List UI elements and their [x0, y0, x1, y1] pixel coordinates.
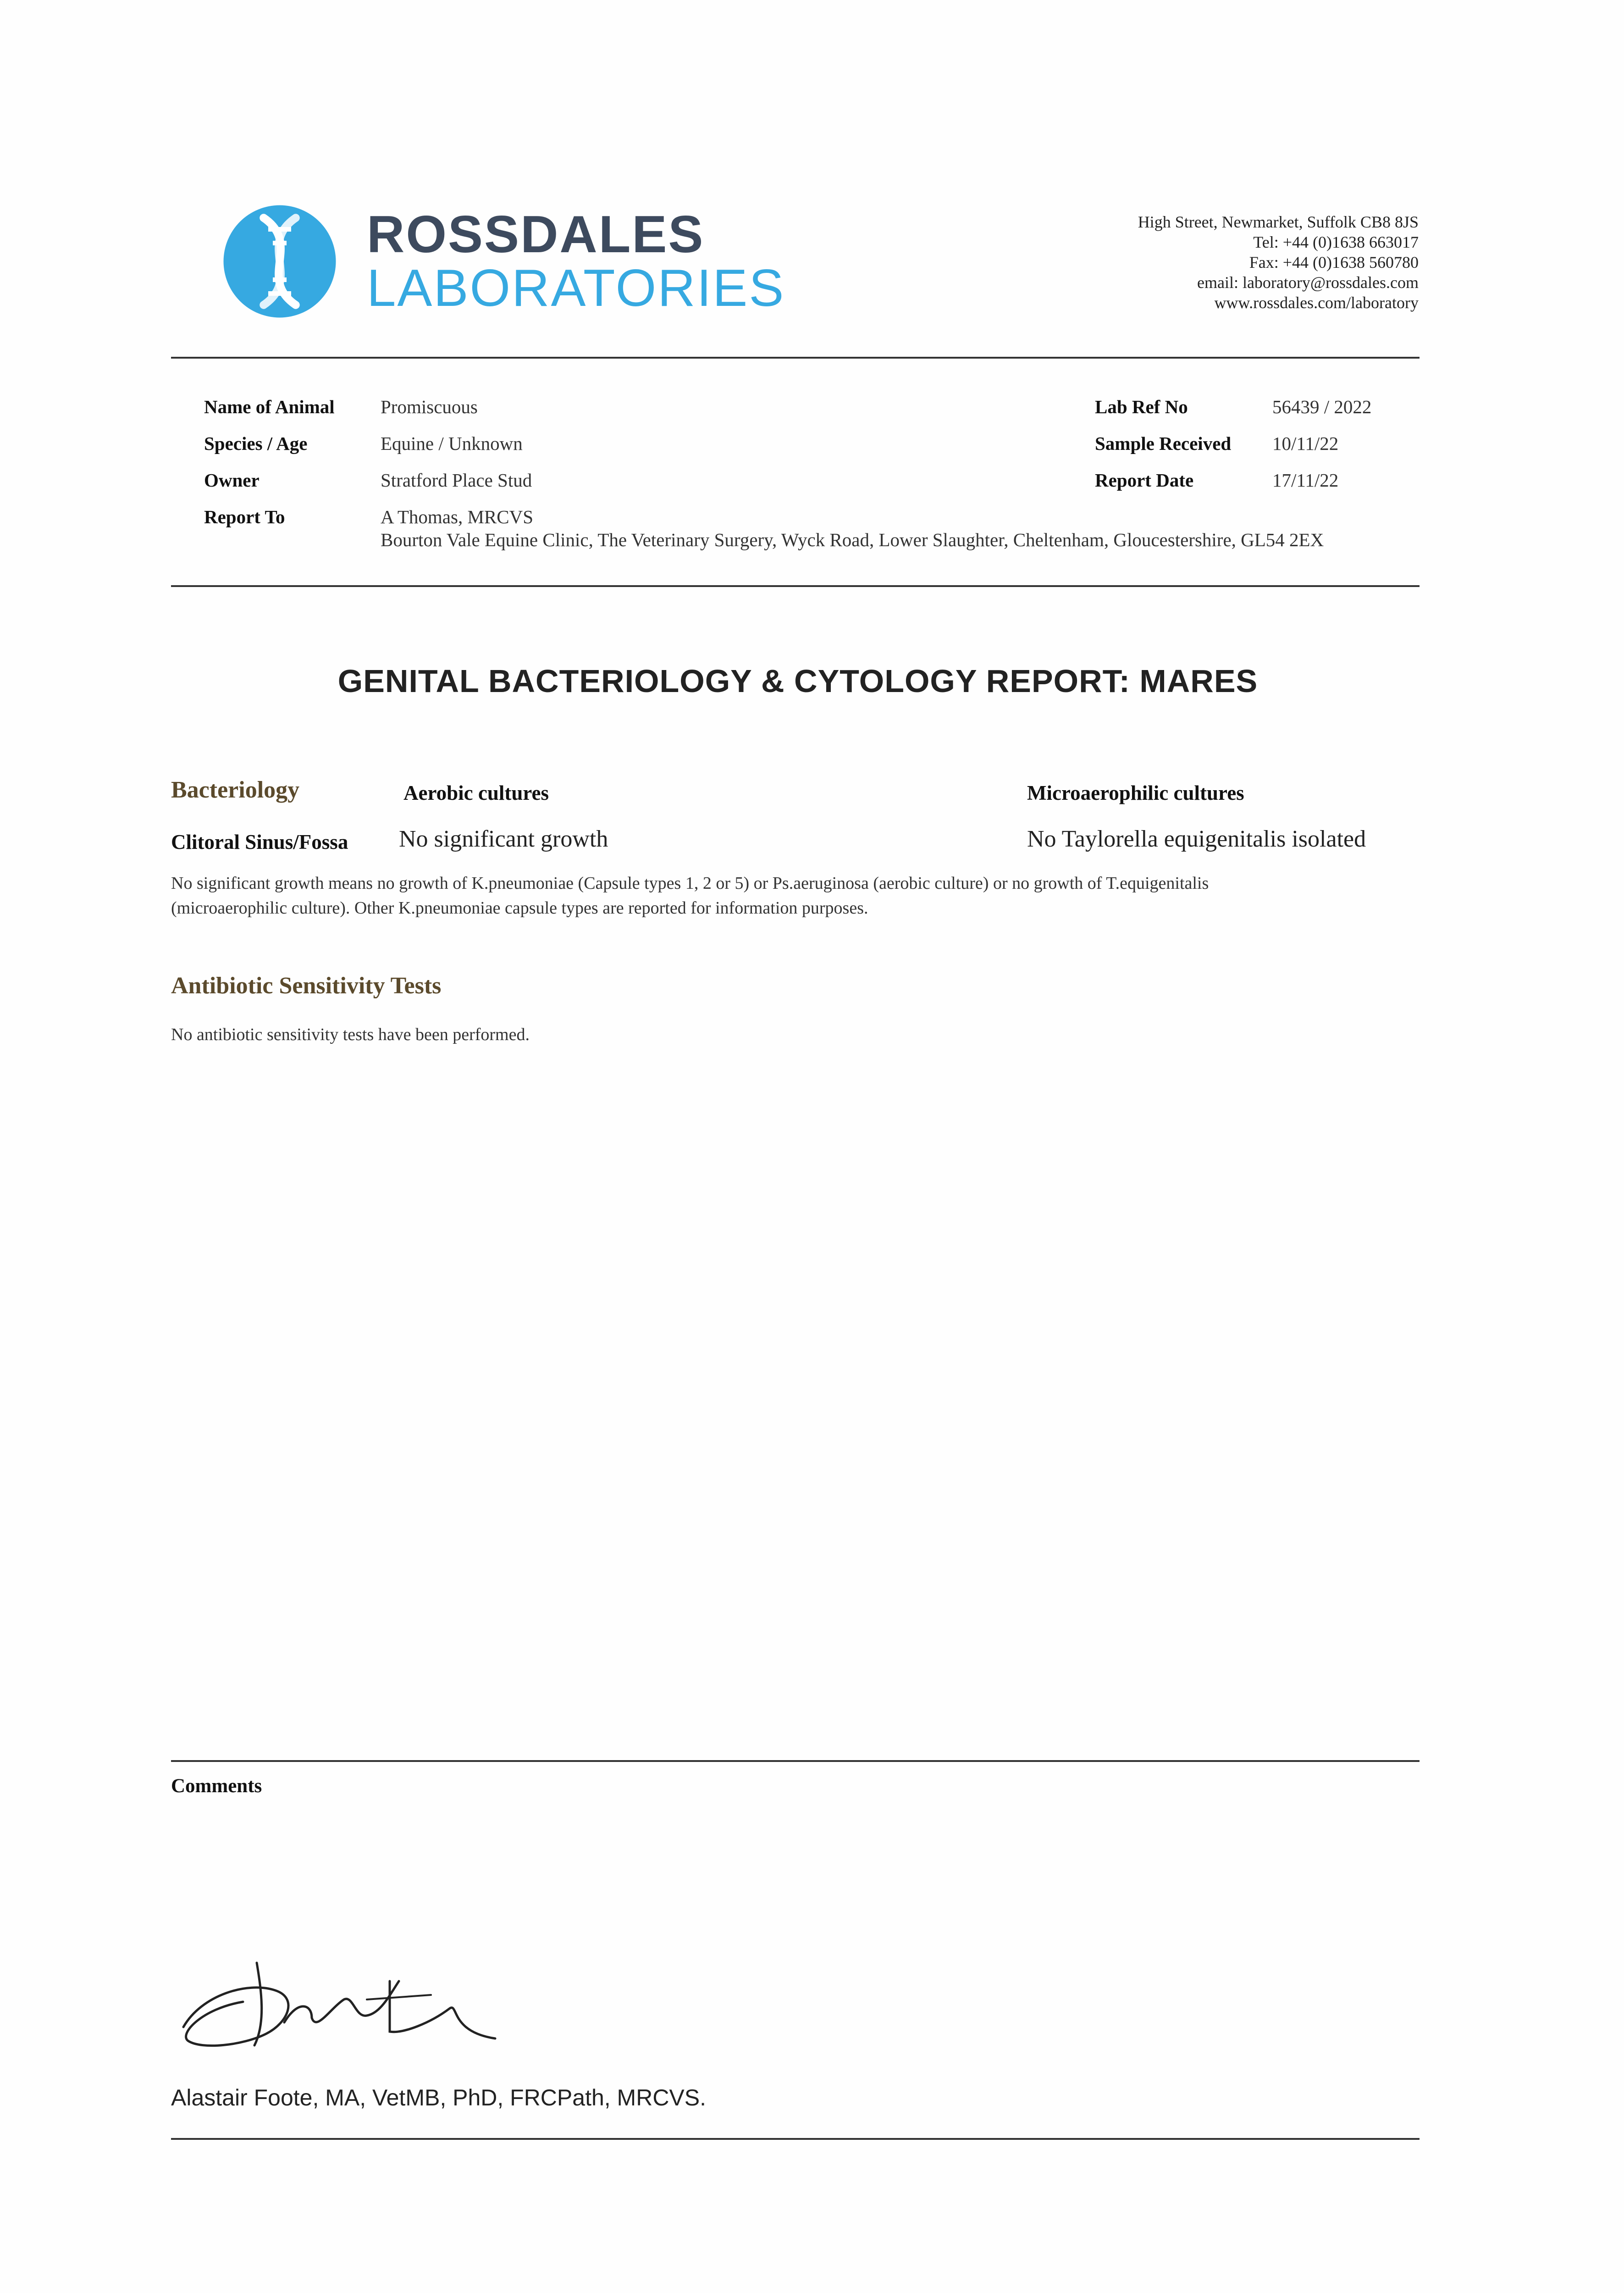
microaerophilic-cultures-heading: Microaerophilic cultures — [1027, 781, 1244, 804]
report-date-value: 17/11/22 — [1272, 470, 1339, 491]
brand-name-line2: LABORATORIES — [367, 259, 785, 317]
antibiotic-heading: Antibiotic Sensitivity Tests — [171, 973, 442, 999]
report-to-label: Report To — [204, 506, 285, 527]
antibiotic-text: No antibiotic sensitivity tests have been performed. — [171, 1025, 530, 1044]
owner-value: Stratford Place Stud — [381, 470, 532, 491]
species-age-label: Species / Age — [204, 433, 308, 454]
info-divider — [171, 585, 1420, 587]
report-title: GENITAL BACTERIOLOGY & CYTOLOGY REPORT: MARES — [337, 663, 1258, 699]
species-age-value: Equine / Unknown — [381, 433, 523, 454]
bacteriology-note-line2: (microaerophilic culture). Other K.pneumoniae capsule types are reported for information purposes. — [171, 898, 868, 918]
contact-block — [1138, 212, 1419, 313]
report-date-label: Report Date — [1095, 470, 1194, 491]
comments-divider — [171, 1760, 1420, 1762]
aerobic-cultures-heading: Aerobic cultures — [403, 781, 549, 804]
comments-label: Comments — [171, 1775, 262, 1797]
sample-site: Clitoral Sinus/Fossa — [171, 831, 348, 853]
contact-address: High Street, Newmarket, Suffolk CB8 8JS — [1138, 213, 1419, 231]
microaerophilic-result: No Taylorella equigenitalis isolated — [1027, 826, 1366, 852]
footer-divider — [171, 2138, 1420, 2140]
name-of-animal-label: Name of Animal — [204, 396, 335, 417]
brand-name-line1: ROSSDALES — [367, 205, 705, 264]
contact-website: www.rossdales.com/laboratory — [1214, 294, 1419, 312]
dna-helix-icon — [222, 204, 337, 319]
sample-received-label: Sample Received — [1095, 433, 1232, 454]
signature-image — [174, 1954, 504, 2064]
bacteriology-note-line1: No significant growth means no growth of K.pneumoniae (Capsule types 1, 2 or 5) or Ps.aeruginosa (aerobic culture) or no growth of T.equigenitalis — [171, 874, 1209, 893]
report-to-address: Bourton Vale Equine Clinic, The Veterinary Surgery, Wyck Road, Lower Slaughter, Cheltenham, Gloucestershire, GL54 2EX — [381, 529, 1324, 550]
name-of-animal-value: Promiscuous — [381, 396, 478, 417]
contact-tel: Tel: +44 (0)1638 663017 — [1253, 233, 1419, 251]
sample-received-value: 10/11/22 — [1272, 433, 1339, 454]
report-to-name: A Thomas, MRCVS — [381, 506, 534, 527]
contact-fax: Fax: +44 (0)1638 560780 — [1249, 253, 1419, 271]
contact-email: email: laboratory@rossdales.com — [1197, 273, 1419, 292]
signatory-name: Alastair Foote, MA, VetMB, PhD, FRCPath, MRCVS. — [171, 2085, 707, 2110]
lab-ref-value: 56439 / 2022 — [1272, 396, 1372, 417]
aerobic-result: No significant growth — [399, 826, 608, 852]
lab-ref-label: Lab Ref No — [1095, 396, 1188, 417]
header-divider — [171, 357, 1420, 359]
bacteriology-heading: Bacteriology — [171, 777, 300, 803]
owner-label: Owner — [204, 470, 260, 491]
